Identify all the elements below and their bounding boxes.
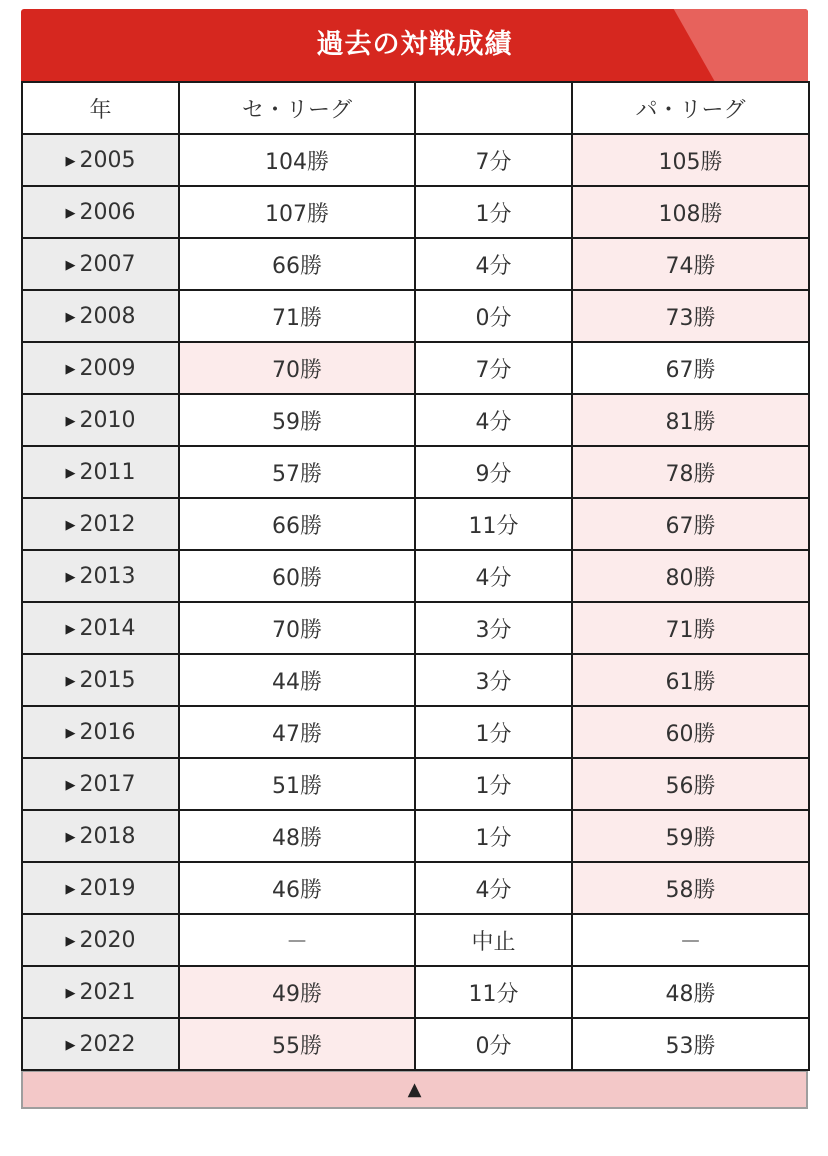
draws-cell: 0分 bbox=[415, 290, 572, 342]
pacific-league-wins-cell: － bbox=[572, 914, 809, 966]
central-league-wins-cell: 51勝 bbox=[179, 758, 415, 810]
table-row bbox=[22, 394, 809, 446]
draws-cell: 4分 bbox=[415, 550, 572, 602]
year-label: 2020 bbox=[79, 927, 136, 953]
year-cell[interactable] bbox=[22, 810, 179, 862]
table-row bbox=[22, 238, 809, 290]
year-cell[interactable] bbox=[22, 498, 179, 550]
central-league-wins-cell: 49勝 bbox=[179, 966, 415, 1018]
triangle-right-icon: ▶ bbox=[65, 777, 76, 793]
table-row bbox=[22, 290, 809, 342]
column-header-pacific-league: パ・リーグ bbox=[572, 82, 809, 134]
draws-cell: 1分 bbox=[415, 810, 572, 862]
year-label: 2008 bbox=[79, 303, 136, 329]
year-cell[interactable] bbox=[22, 550, 179, 602]
table-row bbox=[22, 498, 809, 550]
central-league-wins-cell: 55勝 bbox=[179, 1018, 415, 1070]
draws-cell: 7分 bbox=[415, 342, 572, 394]
central-league-wins-cell: 107勝 bbox=[179, 186, 415, 238]
draws-cell: 4分 bbox=[415, 238, 572, 290]
results-table bbox=[21, 81, 810, 1071]
triangle-right-icon: ▶ bbox=[65, 673, 76, 689]
table-row bbox=[22, 862, 809, 914]
year-label: 2011 bbox=[79, 459, 136, 485]
central-league-wins-cell: 70勝 bbox=[179, 602, 415, 654]
year-label: 2006 bbox=[79, 199, 136, 225]
table-row bbox=[22, 1018, 809, 1070]
central-league-wins-cell: 59勝 bbox=[179, 394, 415, 446]
triangle-right-icon: ▶ bbox=[65, 1037, 76, 1053]
table-row bbox=[22, 966, 809, 1018]
central-league-wins-cell: 47勝 bbox=[179, 706, 415, 758]
triangle-right-icon: ▶ bbox=[65, 881, 76, 897]
year-cell[interactable] bbox=[22, 706, 179, 758]
table-row bbox=[22, 914, 809, 966]
year-cell[interactable] bbox=[22, 134, 179, 186]
pacific-league-wins-cell: 48勝 bbox=[572, 966, 809, 1018]
draws-cell: 9分 bbox=[415, 446, 572, 498]
pacific-league-wins-cell: 71勝 bbox=[572, 602, 809, 654]
pacific-league-wins-cell: 73勝 bbox=[572, 290, 809, 342]
triangle-right-icon: ▶ bbox=[65, 205, 76, 221]
table-row bbox=[22, 446, 809, 498]
triangle-right-icon: ▶ bbox=[65, 465, 76, 481]
pacific-league-wins-cell: 81勝 bbox=[572, 394, 809, 446]
central-league-wins-cell: 48勝 bbox=[179, 810, 415, 862]
year-label: 2021 bbox=[79, 979, 136, 1005]
central-league-wins-cell: 60勝 bbox=[179, 550, 415, 602]
column-header-central-league: セ・リーグ bbox=[179, 82, 415, 134]
pacific-league-wins-cell: 105勝 bbox=[572, 134, 809, 186]
collapse-button[interactable] bbox=[21, 1071, 808, 1109]
panel-title: 過去の対戦成績 bbox=[316, 29, 513, 60]
draws-cell: 3分 bbox=[415, 654, 572, 706]
year-cell[interactable] bbox=[22, 1018, 179, 1070]
year-label: 2017 bbox=[79, 771, 136, 797]
draws-cell: 1分 bbox=[415, 758, 572, 810]
triangle-right-icon: ▶ bbox=[65, 569, 76, 585]
table-row bbox=[22, 134, 809, 186]
pacific-league-wins-cell: 67勝 bbox=[572, 498, 809, 550]
pacific-league-wins-cell: 59勝 bbox=[572, 810, 809, 862]
year-cell[interactable] bbox=[22, 862, 179, 914]
year-cell[interactable] bbox=[22, 342, 179, 394]
pacific-league-wins-cell: 108勝 bbox=[572, 186, 809, 238]
year-cell[interactable] bbox=[22, 602, 179, 654]
table-header-row bbox=[22, 82, 809, 134]
triangle-right-icon: ▶ bbox=[65, 985, 76, 1001]
pacific-league-wins-cell: 74勝 bbox=[572, 238, 809, 290]
year-cell[interactable] bbox=[22, 394, 179, 446]
central-league-wins-cell: 44勝 bbox=[179, 654, 415, 706]
table-row bbox=[22, 550, 809, 602]
triangle-right-icon: ▶ bbox=[65, 829, 76, 845]
central-league-wins-cell: 57勝 bbox=[179, 446, 415, 498]
central-league-wins-cell: 104勝 bbox=[179, 134, 415, 186]
central-league-wins-cell: 66勝 bbox=[179, 498, 415, 550]
year-label: 2015 bbox=[79, 667, 136, 693]
pacific-league-wins-cell: 61勝 bbox=[572, 654, 809, 706]
draws-cell: 11分 bbox=[415, 498, 572, 550]
triangle-right-icon: ▶ bbox=[65, 153, 76, 169]
pacific-league-wins-cell: 60勝 bbox=[572, 706, 809, 758]
draws-cell: 3分 bbox=[415, 602, 572, 654]
year-cell[interactable] bbox=[22, 290, 179, 342]
table-row bbox=[22, 602, 809, 654]
panel-header bbox=[21, 9, 808, 81]
draws-cell: 4分 bbox=[415, 394, 572, 446]
draws-cell: 中止 bbox=[415, 914, 572, 966]
draws-cell: 1分 bbox=[415, 706, 572, 758]
pacific-league-wins-cell: 53勝 bbox=[572, 1018, 809, 1070]
year-label: 2007 bbox=[79, 251, 136, 277]
year-label: 2014 bbox=[79, 615, 136, 641]
pacific-league-wins-cell: 80勝 bbox=[572, 550, 809, 602]
year-label: 2009 bbox=[79, 355, 136, 381]
draws-cell: 11分 bbox=[415, 966, 572, 1018]
year-label: 2019 bbox=[79, 875, 136, 901]
draws-cell: 0分 bbox=[415, 1018, 572, 1070]
pacific-league-wins-cell: 56勝 bbox=[572, 758, 809, 810]
column-header-draws bbox=[415, 82, 572, 134]
draws-cell: 7分 bbox=[415, 134, 572, 186]
central-league-wins-cell: 66勝 bbox=[179, 238, 415, 290]
central-league-wins-cell: － bbox=[179, 914, 415, 966]
triangle-right-icon: ▶ bbox=[65, 621, 76, 637]
triangle-right-icon: ▶ bbox=[65, 257, 76, 273]
year-label: 2018 bbox=[79, 823, 136, 849]
year-cell[interactable] bbox=[22, 238, 179, 290]
table-row bbox=[22, 342, 809, 394]
triangle-up-icon: ▲ bbox=[407, 1078, 422, 1100]
year-cell[interactable] bbox=[22, 186, 179, 238]
year-label: 2016 bbox=[79, 719, 136, 745]
year-cell[interactable] bbox=[22, 446, 179, 498]
central-league-wins-cell: 46勝 bbox=[179, 862, 415, 914]
table-row bbox=[22, 654, 809, 706]
pacific-league-wins-cell: 67勝 bbox=[572, 342, 809, 394]
year-label: 2013 bbox=[79, 563, 136, 589]
year-label: 2010 bbox=[79, 407, 136, 433]
table-row bbox=[22, 706, 809, 758]
triangle-right-icon: ▶ bbox=[65, 933, 76, 949]
year-label: 2005 bbox=[79, 147, 136, 173]
triangle-right-icon: ▶ bbox=[65, 517, 76, 533]
draws-cell: 4分 bbox=[415, 862, 572, 914]
column-header-year: 年 bbox=[22, 82, 179, 134]
year-label: 2012 bbox=[79, 511, 136, 537]
pacific-league-wins-cell: 58勝 bbox=[572, 862, 809, 914]
triangle-right-icon: ▶ bbox=[65, 725, 76, 741]
year-label: 2022 bbox=[79, 1031, 136, 1057]
table-row bbox=[22, 810, 809, 862]
triangle-right-icon: ▶ bbox=[65, 361, 76, 377]
central-league-wins-cell: 71勝 bbox=[179, 290, 415, 342]
year-cell[interactable] bbox=[22, 966, 179, 1018]
year-cell[interactable] bbox=[22, 914, 179, 966]
central-league-wins-cell: 70勝 bbox=[179, 342, 415, 394]
pacific-league-wins-cell: 78勝 bbox=[572, 446, 809, 498]
table-row bbox=[22, 758, 809, 810]
draws-cell: 1分 bbox=[415, 186, 572, 238]
year-cell[interactable] bbox=[22, 758, 179, 810]
triangle-right-icon: ▶ bbox=[65, 309, 76, 325]
triangle-right-icon: ▶ bbox=[65, 413, 76, 429]
interleague-results-panel bbox=[21, 9, 808, 1109]
year-cell[interactable] bbox=[22, 654, 179, 706]
table-row bbox=[22, 186, 809, 238]
